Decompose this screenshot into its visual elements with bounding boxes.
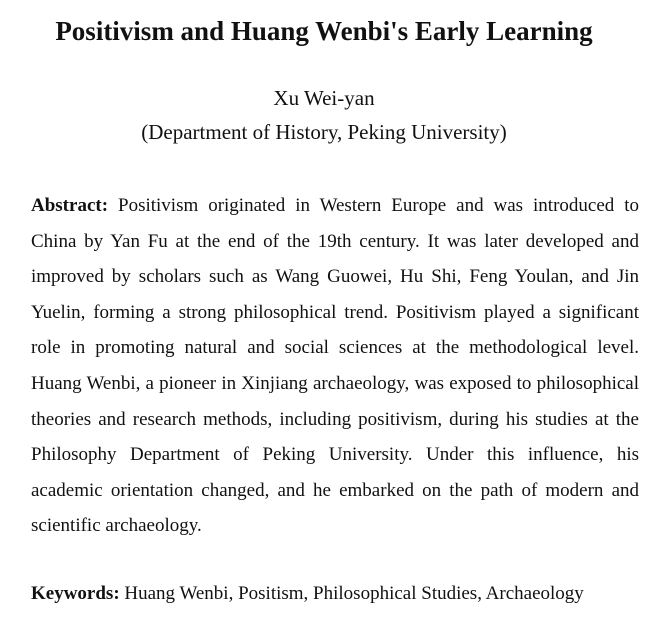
paper-title: Positivism and Huang Wenbi's Early Learning	[55, 16, 593, 46]
keywords-label: Keywords:	[31, 582, 120, 604]
author-affiliation: (Department of History, Peking University)	[141, 120, 507, 144]
abstract-paragraph	[31, 188, 639, 544]
keywords-text: Huang Wenbi, Positism, Philosophical Studies, Archaeology	[124, 582, 584, 604]
abstract-label: Abstract:	[31, 195, 109, 216]
keywords-paragraph	[31, 580, 639, 608]
abstract-text: Positivism originated in Western Europe and was introduced to China by Yan Fu at the end of the 19th century. It was later developed and improved by scholars such as Wang Guowei, Hu Shi, Feng Youlan, and Jin Yuelin, forming a strong philosophical trend. Positivism played a significant role in promoting natural and social sciences at the methodological level. Huang Wenbi, a pioneer in Xinjiang archaeology, was exposed to philosophical theories and research methods, including positivism, during his studies at the Philosophy Department of Peking University. Under this influence, his academic orientation changed, and he embarked on the path of modern and scientific archaeology.	[31, 195, 640, 537]
author-name: Xu Wei-yan	[273, 86, 375, 110]
